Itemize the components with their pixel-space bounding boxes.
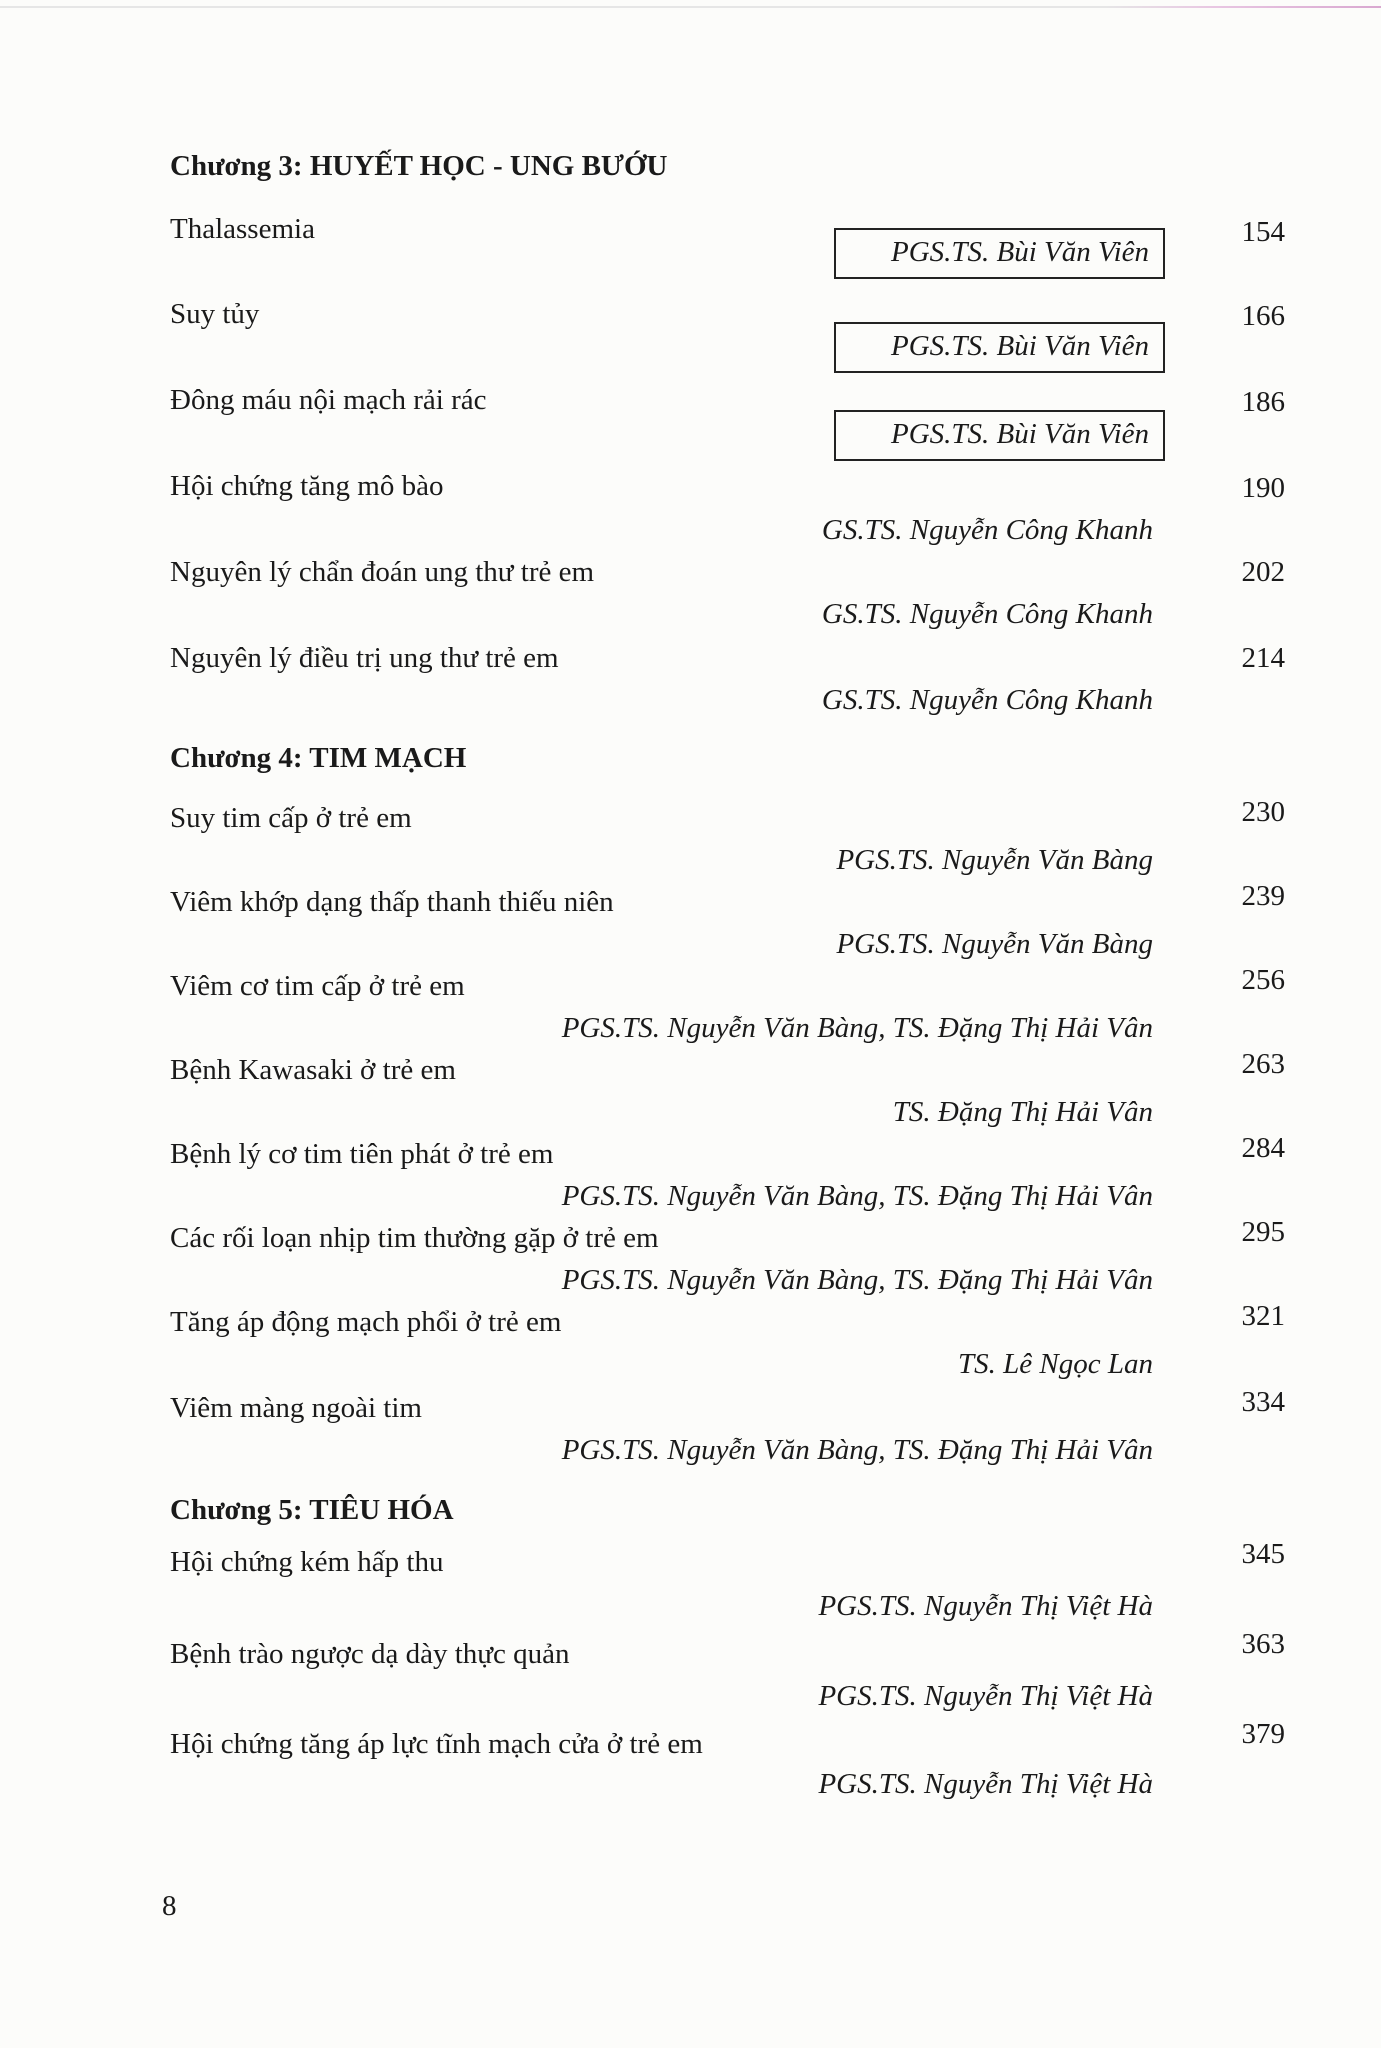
toc-entry-title: Các rối loạn nhịp tim thường gặp ở trẻ em <box>170 1222 659 1254</box>
toc-entry-author: PGS.TS. Nguyễn Văn Bàng, TS. Đặng Thị Hải Vân <box>561 1180 1153 1212</box>
toc-entry-title: Hội chứng kém hấp thu <box>170 1546 444 1578</box>
toc-entry-author: PGS.TS. Bùi Văn Viên <box>834 410 1165 461</box>
toc-entry-author: PGS.TS. Nguyễn Thị Việt Hà <box>818 1768 1153 1800</box>
toc-entry-author: PGS.TS. Nguyễn Văn Bàng, TS. Đặng Thị Hải Vân <box>561 1434 1153 1466</box>
toc-entry-author: PGS.TS. Nguyễn Văn Bàng, TS. Đặng Thị Hải Vân <box>561 1264 1153 1296</box>
toc-entry-title: Tăng áp động mạch phổi ở trẻ em <box>170 1306 562 1338</box>
toc-entry-page: 345 <box>1241 1538 1285 1570</box>
toc-entry-author: GS.TS. Nguyễn Công Khanh <box>821 684 1153 716</box>
toc-entry-title: Hội chứng tăng mô bào <box>170 470 444 502</box>
toc-entry-page: 166 <box>1241 300 1285 332</box>
chapter-heading: Chương 3: HUYẾT HỌC - UNG BƯỚU <box>170 150 668 182</box>
toc-entry-title: Nguyên lý chẩn đoán ung thư trẻ em <box>170 556 595 588</box>
toc-entry-title: Bệnh lý cơ tim tiên phát ở trẻ em <box>170 1138 554 1170</box>
toc-entry-title: Nguyên lý điều trị ung thư trẻ em <box>170 642 559 674</box>
toc-entry-title: Viêm cơ tim cấp ở trẻ em <box>170 970 465 1002</box>
toc-entry-page: 256 <box>1241 964 1285 996</box>
scan-edge-line <box>0 6 1381 8</box>
toc-entry-author: PGS.TS. Nguyễn Thị Việt Hà <box>818 1590 1153 1622</box>
toc-entry-page: 263 <box>1241 1048 1285 1080</box>
toc-entry-title: Đông máu nội mạch rải rác <box>170 384 487 416</box>
toc-entry-author: GS.TS. Nguyễn Công Khanh <box>821 598 1153 630</box>
toc-entry-title: Thalassemia <box>170 213 315 245</box>
toc-entry-page: 230 <box>1241 796 1285 828</box>
toc-entry-title: Bệnh Kawasaki ở trẻ em <box>170 1054 456 1086</box>
toc-entry-author: PGS.TS. Nguyễn Văn Bàng <box>836 844 1153 876</box>
chapter-heading: Chương 4: TIM MẠCH <box>170 742 467 774</box>
toc-entry-page: 295 <box>1241 1216 1285 1248</box>
toc-entry-author: PGS.TS. Bùi Văn Viên <box>834 228 1165 279</box>
toc-entry-author: PGS.TS. Nguyễn Văn Bàng, TS. Đặng Thị Hải Vân <box>561 1012 1153 1044</box>
toc-entry-author: TS. Đặng Thị Hải Vân <box>892 1096 1153 1128</box>
toc-entry-page: 321 <box>1241 1300 1285 1332</box>
toc-entry-page: 214 <box>1241 642 1285 674</box>
toc-entry-author: PGS.TS. Nguyễn Văn Bàng <box>836 928 1153 960</box>
toc-entry-page: 379 <box>1241 1718 1285 1750</box>
toc-entry-title: Viêm khớp dạng thấp thanh thiếu niên <box>170 886 614 918</box>
toc-entry-title: Bệnh trào ngược dạ dày thực quản <box>170 1638 570 1670</box>
toc-entry-title: Suy tủy <box>170 298 260 330</box>
toc-entry-author: TS. Lê Ngọc Lan <box>958 1348 1153 1380</box>
toc-entry-title: Viêm màng ngoài tim <box>170 1392 422 1424</box>
chapter-heading: Chương 5: TIÊU HÓA <box>170 1494 454 1526</box>
toc-entry-title: Suy tim cấp ở trẻ em <box>170 802 412 834</box>
toc-entry-page: 154 <box>1241 216 1285 248</box>
toc-entry-page: 202 <box>1241 556 1285 588</box>
page-number: 8 <box>162 1890 177 1922</box>
toc-entry-title: Hội chứng tăng áp lực tĩnh mạch cửa ở trẻ em <box>170 1728 703 1760</box>
toc-entry-page: 239 <box>1241 880 1285 912</box>
toc-entry-author: PGS.TS. Nguyễn Thị Việt Hà <box>818 1680 1153 1712</box>
toc-entry-page: 284 <box>1241 1132 1285 1164</box>
toc-entry-page: 190 <box>1241 472 1285 504</box>
toc-entry-author: GS.TS. Nguyễn Công Khanh <box>821 514 1153 546</box>
toc-entry-author: PGS.TS. Bùi Văn Viên <box>834 322 1165 373</box>
toc-entry-page: 334 <box>1241 1386 1285 1418</box>
toc-entry-page: 186 <box>1241 386 1285 418</box>
toc-entry-page: 363 <box>1241 1628 1285 1660</box>
